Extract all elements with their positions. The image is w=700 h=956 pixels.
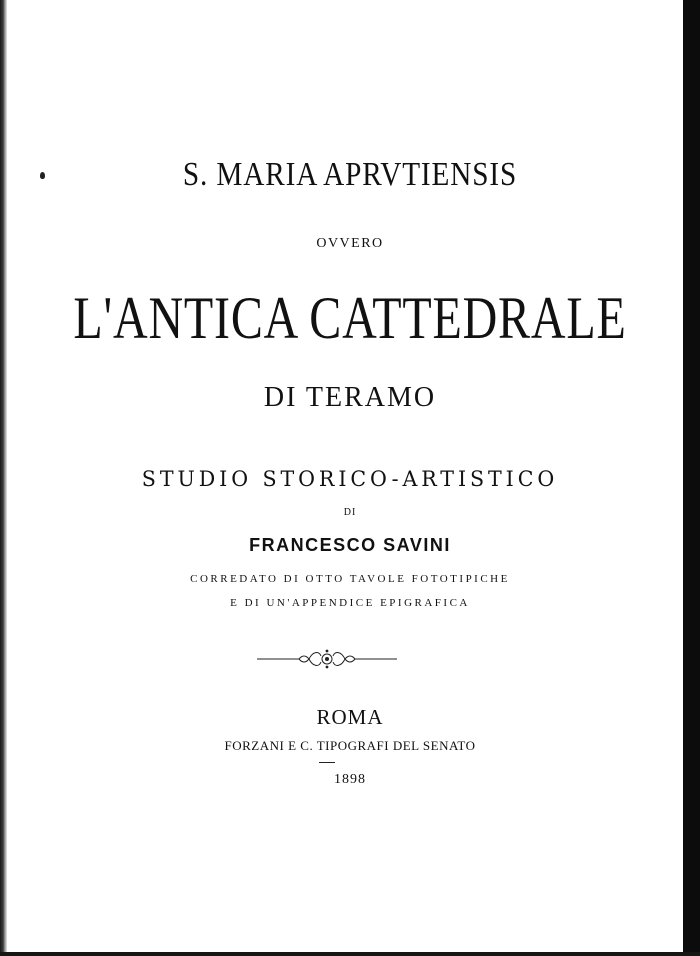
main-title: L'ANTICA CATTEDRALE <box>73 285 627 351</box>
publisher-name: FORZANI E C. TIPOGRAFI DEL SENATO <box>224 738 476 753</box>
plates-description: CORREDATO DI OTTO TAVOLE FOTOTIPICHE <box>190 573 510 585</box>
scan-left-edge <box>0 0 7 956</box>
publication-year: 1898 <box>334 772 366 787</box>
place-subtitle: DI TERAMO <box>263 382 437 413</box>
scan-bottom-edge <box>0 952 700 956</box>
appendix-description: E DI UN'APPENDICE EPIGRAFICA <box>230 597 470 609</box>
separator-dash <box>319 762 335 763</box>
decorative-ornament <box>257 648 397 670</box>
by-text: DI <box>343 507 357 518</box>
study-type-heading: STUDIO STORICO-ARTISTICO <box>141 467 559 491</box>
church-name-title: S. MARIA APRVTIENSIS <box>182 156 518 193</box>
conjunction-text: OVVERO <box>316 236 384 251</box>
ink-speck <box>40 172 45 179</box>
author-name: FRANCESCO SAVINI <box>249 535 451 555</box>
publication-city: ROMA <box>316 705 384 729</box>
